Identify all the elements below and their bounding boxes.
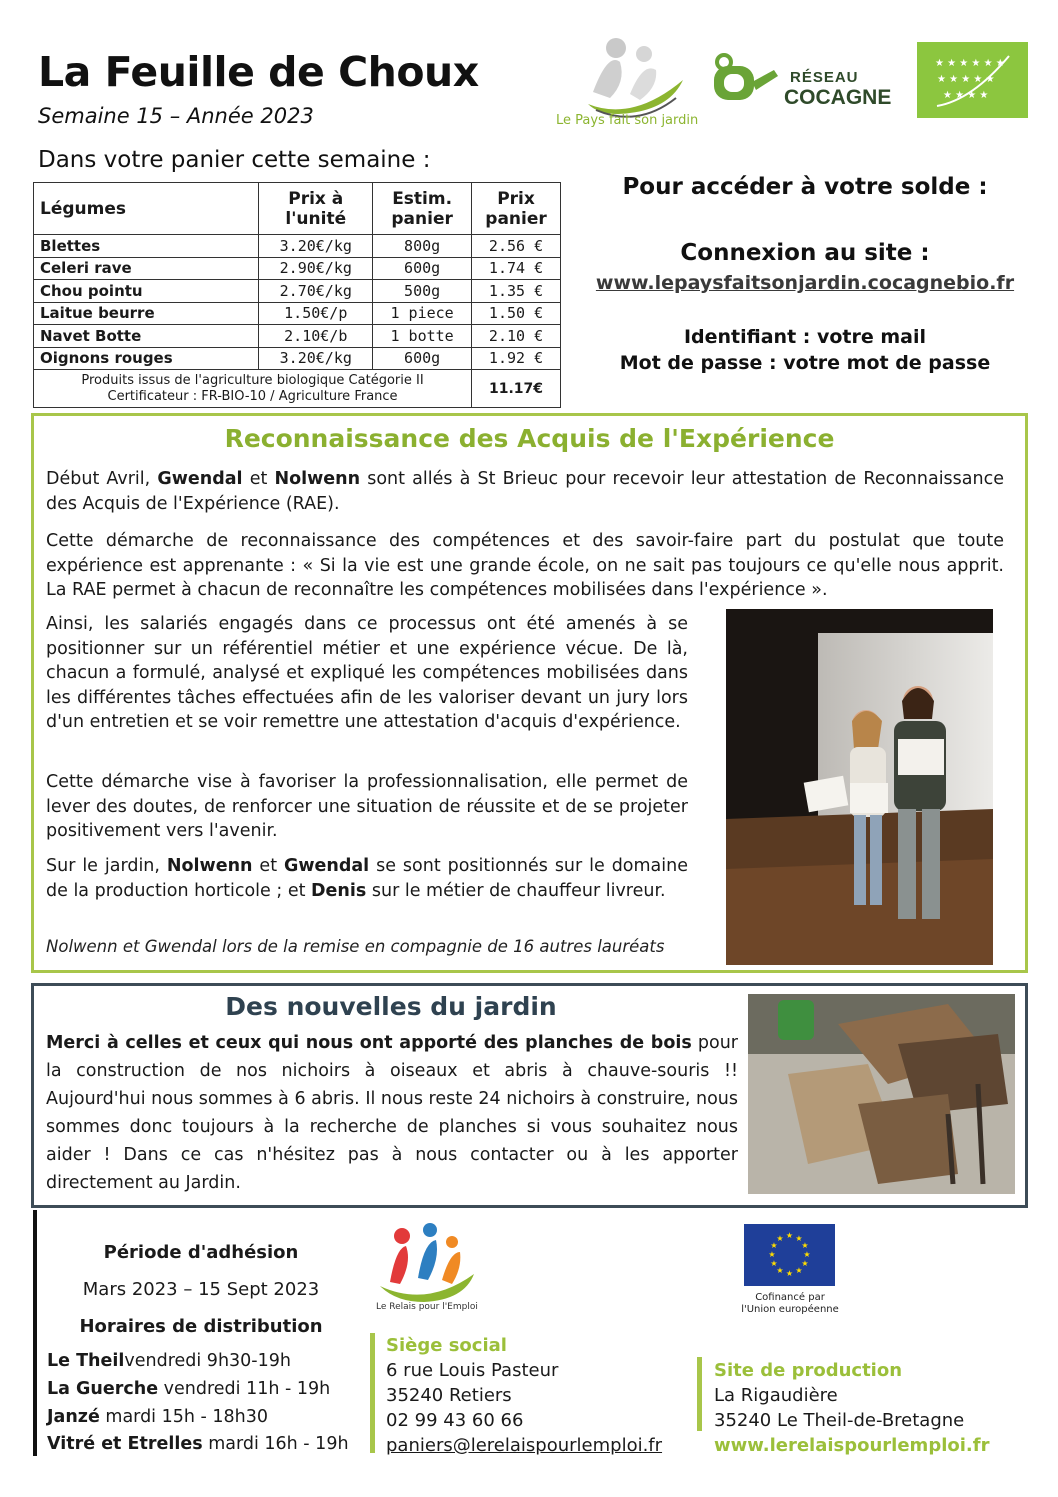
svg-text:★: ★	[795, 1234, 803, 1243]
table-row: Chou pointu 2.70€/kg 500g 1.35 €	[34, 280, 561, 303]
table-row: Oignons rouges 3.20€/kg 600g 1.92 €	[34, 347, 561, 370]
distribution-row: La Guerche vendredi 11h - 19h	[47, 1379, 331, 1399]
distribution-row: Vitré et Etrelles mardi 16h - 19h	[47, 1434, 349, 1454]
relais-caption: Le Relais pour l'Emploi	[376, 1302, 478, 1312]
login-id-text: Identifiant : votre mail	[683, 326, 927, 348]
rae-title: Reconnaissance des Acquis de l'Expérience	[224, 424, 835, 453]
production-site-web-link[interactable]: www.lerelaispourlemploi.fr	[714, 1435, 990, 1456]
svg-text:★: ★	[795, 1266, 803, 1275]
svg-text:★: ★	[801, 1259, 809, 1268]
head-office-heading: Siège social	[386, 1335, 507, 1356]
header-vegetables: Légumes	[34, 183, 259, 235]
cocagne-bottom: COCAGNE	[784, 86, 892, 109]
rae-paragraph: Ainsi, les salariés engagés dans ce processus ont été amenés à se positionner sur un référentiel métier et une expérience vécue. De là, chacun a formulé, analysé et expliqué les compétences mobilisées dans les différentes tâches effectuées afin de les valoriser devant un jury lors d'un entretien et se voir remettre une attestation d'acquis d'expérience.	[46, 614, 688, 732]
svg-text:★: ★	[801, 1241, 809, 1250]
site-link[interactable]: www.lepaysfaitsonjardin.cocagnebio.fr	[595, 272, 1015, 294]
distribution-row: Janzé mardi 15h - 18h30	[47, 1407, 269, 1427]
footer-divider	[33, 1210, 37, 1456]
news-title: Des nouvelles du jardin	[225, 992, 557, 1021]
week-label: Semaine 15 – Année 2023	[38, 104, 314, 128]
svg-text:★ ★ ★ ★: ★ ★ ★ ★	[943, 90, 989, 101]
header-estimate: Estim. panier	[373, 183, 472, 235]
table-row: Blettes 3.20€/kg 800g 2.56 €	[34, 235, 561, 258]
eu-organic-leaf-logo	[917, 42, 1028, 118]
address-divider	[370, 1333, 375, 1453]
certification-note: Produits issus de l'agriculture biologique Catégorie II Certificateur : FR-BIO-10 / Agriculture France	[34, 370, 472, 408]
table-footer-row	[34, 370, 561, 408]
svg-text:★: ★	[776, 1266, 784, 1275]
photo-caption: Nolwenn et Gwendal lors de la remise en compagnie de 16 autres lauréats	[46, 937, 665, 956]
rae-paragraph: Cette démarche vise à favoriser la professionnalisation, elle permet de lever des doutes, de renforcer une situation de réussite et de se projeter positivement vers l'avenir.	[46, 772, 688, 841]
adhesion-heading: Période d'adhésion	[103, 1242, 299, 1263]
production-site-name: La Rigaudière	[714, 1385, 838, 1406]
header-unit-price: Prix à l'unité	[259, 183, 373, 235]
watering-can-icon	[714, 55, 778, 100]
basket-total: 11.17€	[472, 370, 561, 408]
svg-text:★: ★	[768, 1250, 776, 1259]
eu-flag-icon	[744, 1224, 835, 1286]
svg-text:★: ★	[785, 1231, 794, 1240]
svg-text:★: ★	[770, 1241, 778, 1250]
wood-planks-photo	[748, 994, 1015, 1194]
production-site-city: 35240 Le Theil-de-Bretagne	[714, 1410, 965, 1431]
distribution-row: Le Theilvendredi 9h30-19h	[47, 1351, 291, 1371]
login-password-text: Mot de passe : votre mot de passe	[619, 352, 991, 374]
basket-heading: Dans votre panier cette semaine :	[38, 147, 431, 173]
pays-fait-son-jardin-caption: Le Pays fait son jardin	[556, 113, 699, 128]
head-office-street: 6 rue Louis Pasteur	[386, 1360, 559, 1381]
table-header-row	[34, 183, 561, 235]
svg-text:★ ★ ★ ★ ★ ★: ★ ★ ★ ★ ★ ★	[935, 58, 1005, 69]
rae-paragraph: Cette démarche de reconnaissance des compétences et des savoir-faire part du postulat que toute expérience est apprenante : « Si la vie est une grande école, on ne sait pas toujours ce qu'elle nous apprit. La RAE permet à chacun de reconnaître les compétences mobilisées dans l'expérience ».	[46, 531, 1004, 600]
svg-text:★: ★	[776, 1234, 784, 1243]
header-price: Prix panier	[472, 183, 561, 235]
adhesion-dates: Mars 2023 – 15 Sept 2023	[82, 1279, 320, 1300]
balance-heading: Pour accéder à votre solde :	[622, 174, 988, 200]
distribution-heading: Horaires de distribution	[79, 1316, 323, 1337]
svg-text:★: ★	[770, 1259, 778, 1268]
address-divider	[697, 1357, 702, 1431]
table-row: Laitue beurre 1.50€/p 1 piece 1.50 €	[34, 302, 561, 325]
table-row: Celeri rave 2.90€/kg 600g 1.74 €	[34, 257, 561, 280]
rae-paragraph: Début Avril, Gwendal et Nolwenn sont allés à St Brieuc pour recevoir leur attestation de Reconnaissance des Acquis de l'Expérience (RAE).	[46, 469, 1004, 514]
connexion-heading: Connexion au site :	[680, 240, 930, 266]
basket-table	[33, 182, 561, 408]
svg-text:★: ★	[785, 1269, 794, 1278]
award-photo	[726, 609, 993, 965]
head-office-phone: 02 99 43 60 66	[386, 1410, 524, 1431]
reseau-cocagne-logo	[708, 52, 908, 112]
eu-caption: Cofinancé par l'Union européenne	[741, 1292, 839, 1315]
svg-text:★: ★	[803, 1250, 811, 1259]
head-office-city: 35240 Retiers	[386, 1385, 512, 1406]
svg-text:★ ★ ★ ★ ★: ★ ★ ★ ★ ★	[937, 74, 995, 85]
news-paragraph: Merci à celles et ceux qui nous ont apporté des planches de bois pour la construction de nos nichoirs à oiseaux et abris à chauve-souris !! Aujourd'hui nous sommes à 6 abris. Il nous reste 24 nichoirs à construire, nous sommes donc toujours à la recherche de planches si vous souhaitez nous aider ! Dans ce cas n'hésitez pas à nous contacter ou à les apporter directement au Jardin.	[46, 1033, 738, 1193]
rae-paragraph: Sur le jardin, Nolwenn et Gwendal se sont positionnés sur le domaine de la production horticole ; et Denis sur le métier de chauffeur livreur.	[46, 856, 688, 901]
production-site-heading: Site de production	[714, 1360, 903, 1381]
cocagne-top: RÉSEAU	[790, 69, 859, 86]
head-office-email-link[interactable]: paniers@lerelaispourlemploi.fr	[386, 1435, 663, 1456]
table-row: Navet Botte 2.10€/b 1 botte 2.10 €	[34, 325, 561, 348]
newsletter-title: La Feuille de Choux	[38, 48, 479, 96]
